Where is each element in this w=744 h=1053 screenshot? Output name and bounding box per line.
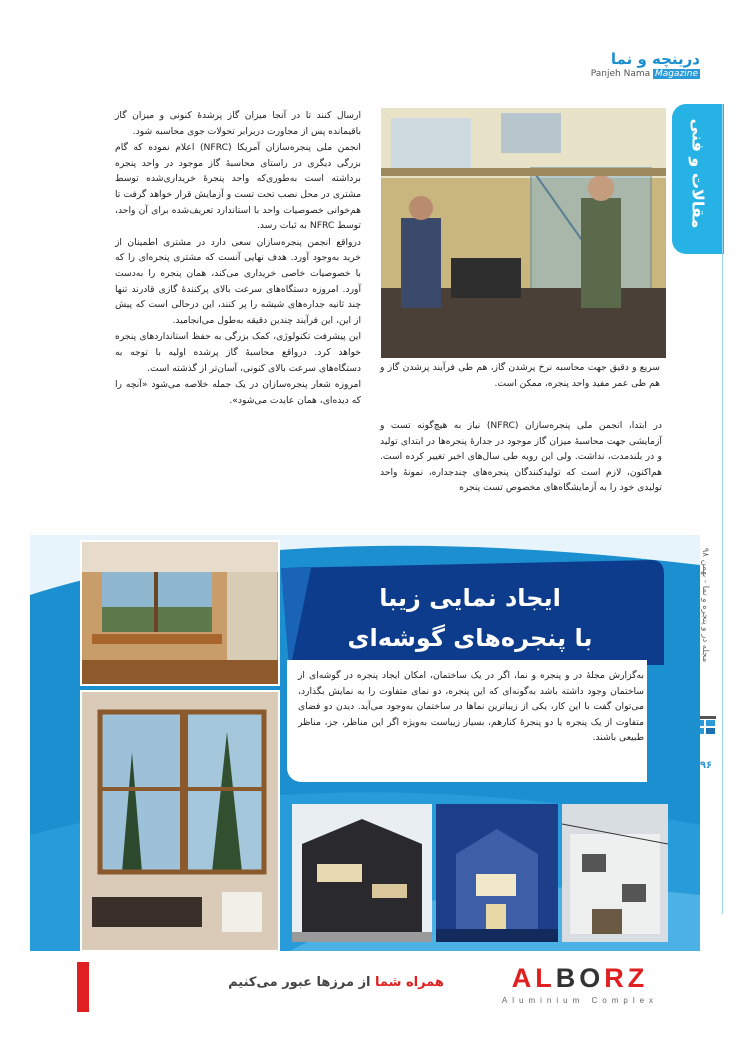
alborz-subtitle: Aluminium Complex bbox=[501, 996, 659, 1005]
section-tab-label: مقالات و فنی bbox=[688, 118, 708, 229]
alborz-logo-part1: AL bbox=[511, 963, 556, 993]
page-number: ۹۶ bbox=[699, 760, 713, 771]
article-left-column bbox=[115, 108, 361, 409]
section-tab bbox=[672, 104, 724, 254]
photo-house-night bbox=[436, 804, 558, 942]
feature-intro: به‌گزارش مجلۀ در و پنجره و نما، اگر در یک ساختمان، امکان ایجاد پنجره در گوشه‌ای از ساختمان وجود داشته باشد به‌گونه‌ای که این پنجره، دو نمای متفاوت را به نمایش بگذارد، می‌توان گفت با این کار، یکی از زیباترین نماها در ساختمان به‌وجود می‌آید. دیدن دو فضای متفاوت از یک پنجره یا دو پنجرۀ کنارهم، بسیار زیباست به‌ویژه اگر این مناظر، جز، مناظر طبیعی باشند. bbox=[298, 670, 644, 744]
vertical-title-text: مجله در و پنجره و نما - بهمن ۹۸ bbox=[700, 547, 710, 663]
hero-photo-workshop bbox=[381, 108, 666, 358]
feature-title bbox=[300, 578, 640, 658]
article-paragraph: ارسال کنند تا در آنجا میزان گاز پرشدۀ کنونی و میزان گاز باقیمانده پس از مجاورت دربرابر تحولات جوی محاسبه شود. bbox=[115, 110, 361, 137]
article-right-column: در ابتدا، انجمن ملی پنجره‌سازان (NFRC) نیاز به هیچ‌گونه تست و آزمایشی جهت محاسبۀ میزان گاز موجود در جدارۀ پنجره‌ها در ابتدای تولید و در بلندمدت، نداشت. ولی این رویه طی سال‌های اخیر تغییر کرده است. هم‌اکنون، لازم است که تولیدکنندگان پنجره‌های چندجداره، نمونۀ واحد تولیدی خود را به آزمایشگاه‌های مخصوص تست پنجره bbox=[380, 420, 662, 494]
magazine-logo bbox=[580, 50, 700, 86]
footer-slogan-highlight: همراه شما bbox=[375, 975, 444, 990]
alborz-logo-part3: RZ bbox=[604, 963, 649, 993]
side-badge bbox=[77, 962, 89, 1012]
magazine-logo-fa: درینچه و نما bbox=[610, 50, 700, 68]
side-divider bbox=[722, 104, 723, 914]
article-paragraph: امروزه شعار پنجره‌سازان در یک جمله خلاصه می‌شود «آنچه را که دیده‌ای، همان عایدت می‌شود». bbox=[115, 379, 361, 406]
footer-slogan-text: از مرزها عبور می‌کنیم bbox=[228, 975, 376, 990]
alborz-logo bbox=[495, 962, 665, 994]
footer-slogan bbox=[196, 975, 476, 990]
photo-corner-office bbox=[80, 540, 280, 686]
feature-title-line1: ایجاد نمایی زیبا bbox=[379, 584, 561, 612]
alborz-logo-part2: BO bbox=[555, 963, 605, 993]
magazine-logo-en-name: Panjeh Nama bbox=[590, 69, 651, 79]
article-paragraph: انجمن ملی پنجره‌سازان آمریکا (NFRC) اعلام نموده که گام بزرگی دیگری در راستای محاسبۀ گاز موجود در واحد پنجره برداشته است به‌طوری‌که واحد پنجرۀ خریداری‌شده توسط مشتری در محل نصب تحت تست و آزمایش قرار خواهد گرفت تا هم‌خوانی خصوصیات واحد با استاندارد تعریف‌شده برای آن واحد، توسط NFRC به ثبات رسد. bbox=[115, 142, 361, 232]
article-paragraph: درواقع انجمن پنجره‌سازان سعی دارد در مشتری اطمینان از خرید به‌وجود آورد. هدف نهایی آنست که مشتری پنجره‌ای را که با خصوصیات خاصی خریداری می‌کند، همان پنجره را به‌دست آورد. امروزه دستگاه‌های سرعت بالای پرکنندۀ گازی قادرند تنها چند ثانیه جداره‌های شیشه را پر کنند، این درحالی است که پیش از این، این فرآیند چندین دقیقه به‌طول می‌انجامید. bbox=[115, 236, 361, 326]
photo-corner-bedroom bbox=[80, 690, 280, 952]
feature-title-line2: با پنجره‌های گوشه‌ای bbox=[347, 624, 593, 652]
photo-house-dark bbox=[292, 804, 432, 942]
photo-caption: سریع و دقیق جهت محاسبه نرخ پرشدن گاز، هم طی فرآیند پرشدن گاز و هم طی عمر مفید واحد پنجره، ممکن است. bbox=[380, 362, 660, 389]
photo-house-white bbox=[562, 804, 668, 942]
vertical-magazine-title bbox=[698, 547, 712, 663]
article-paragraph: این پیشرفت تکنولوژی، کمک بزرگی به حفظ استانداردهای پنجره خواهد کرد. درواقع محاسبۀ گاز پرشده اولیه با توجه به دستگاه‌های سرعت بالای کنونی، آسان‌تر از گذشته است. bbox=[115, 331, 361, 374]
magazine-logo-en-tag: Magazine bbox=[655, 69, 698, 79]
magazine-logo-en bbox=[580, 68, 700, 80]
